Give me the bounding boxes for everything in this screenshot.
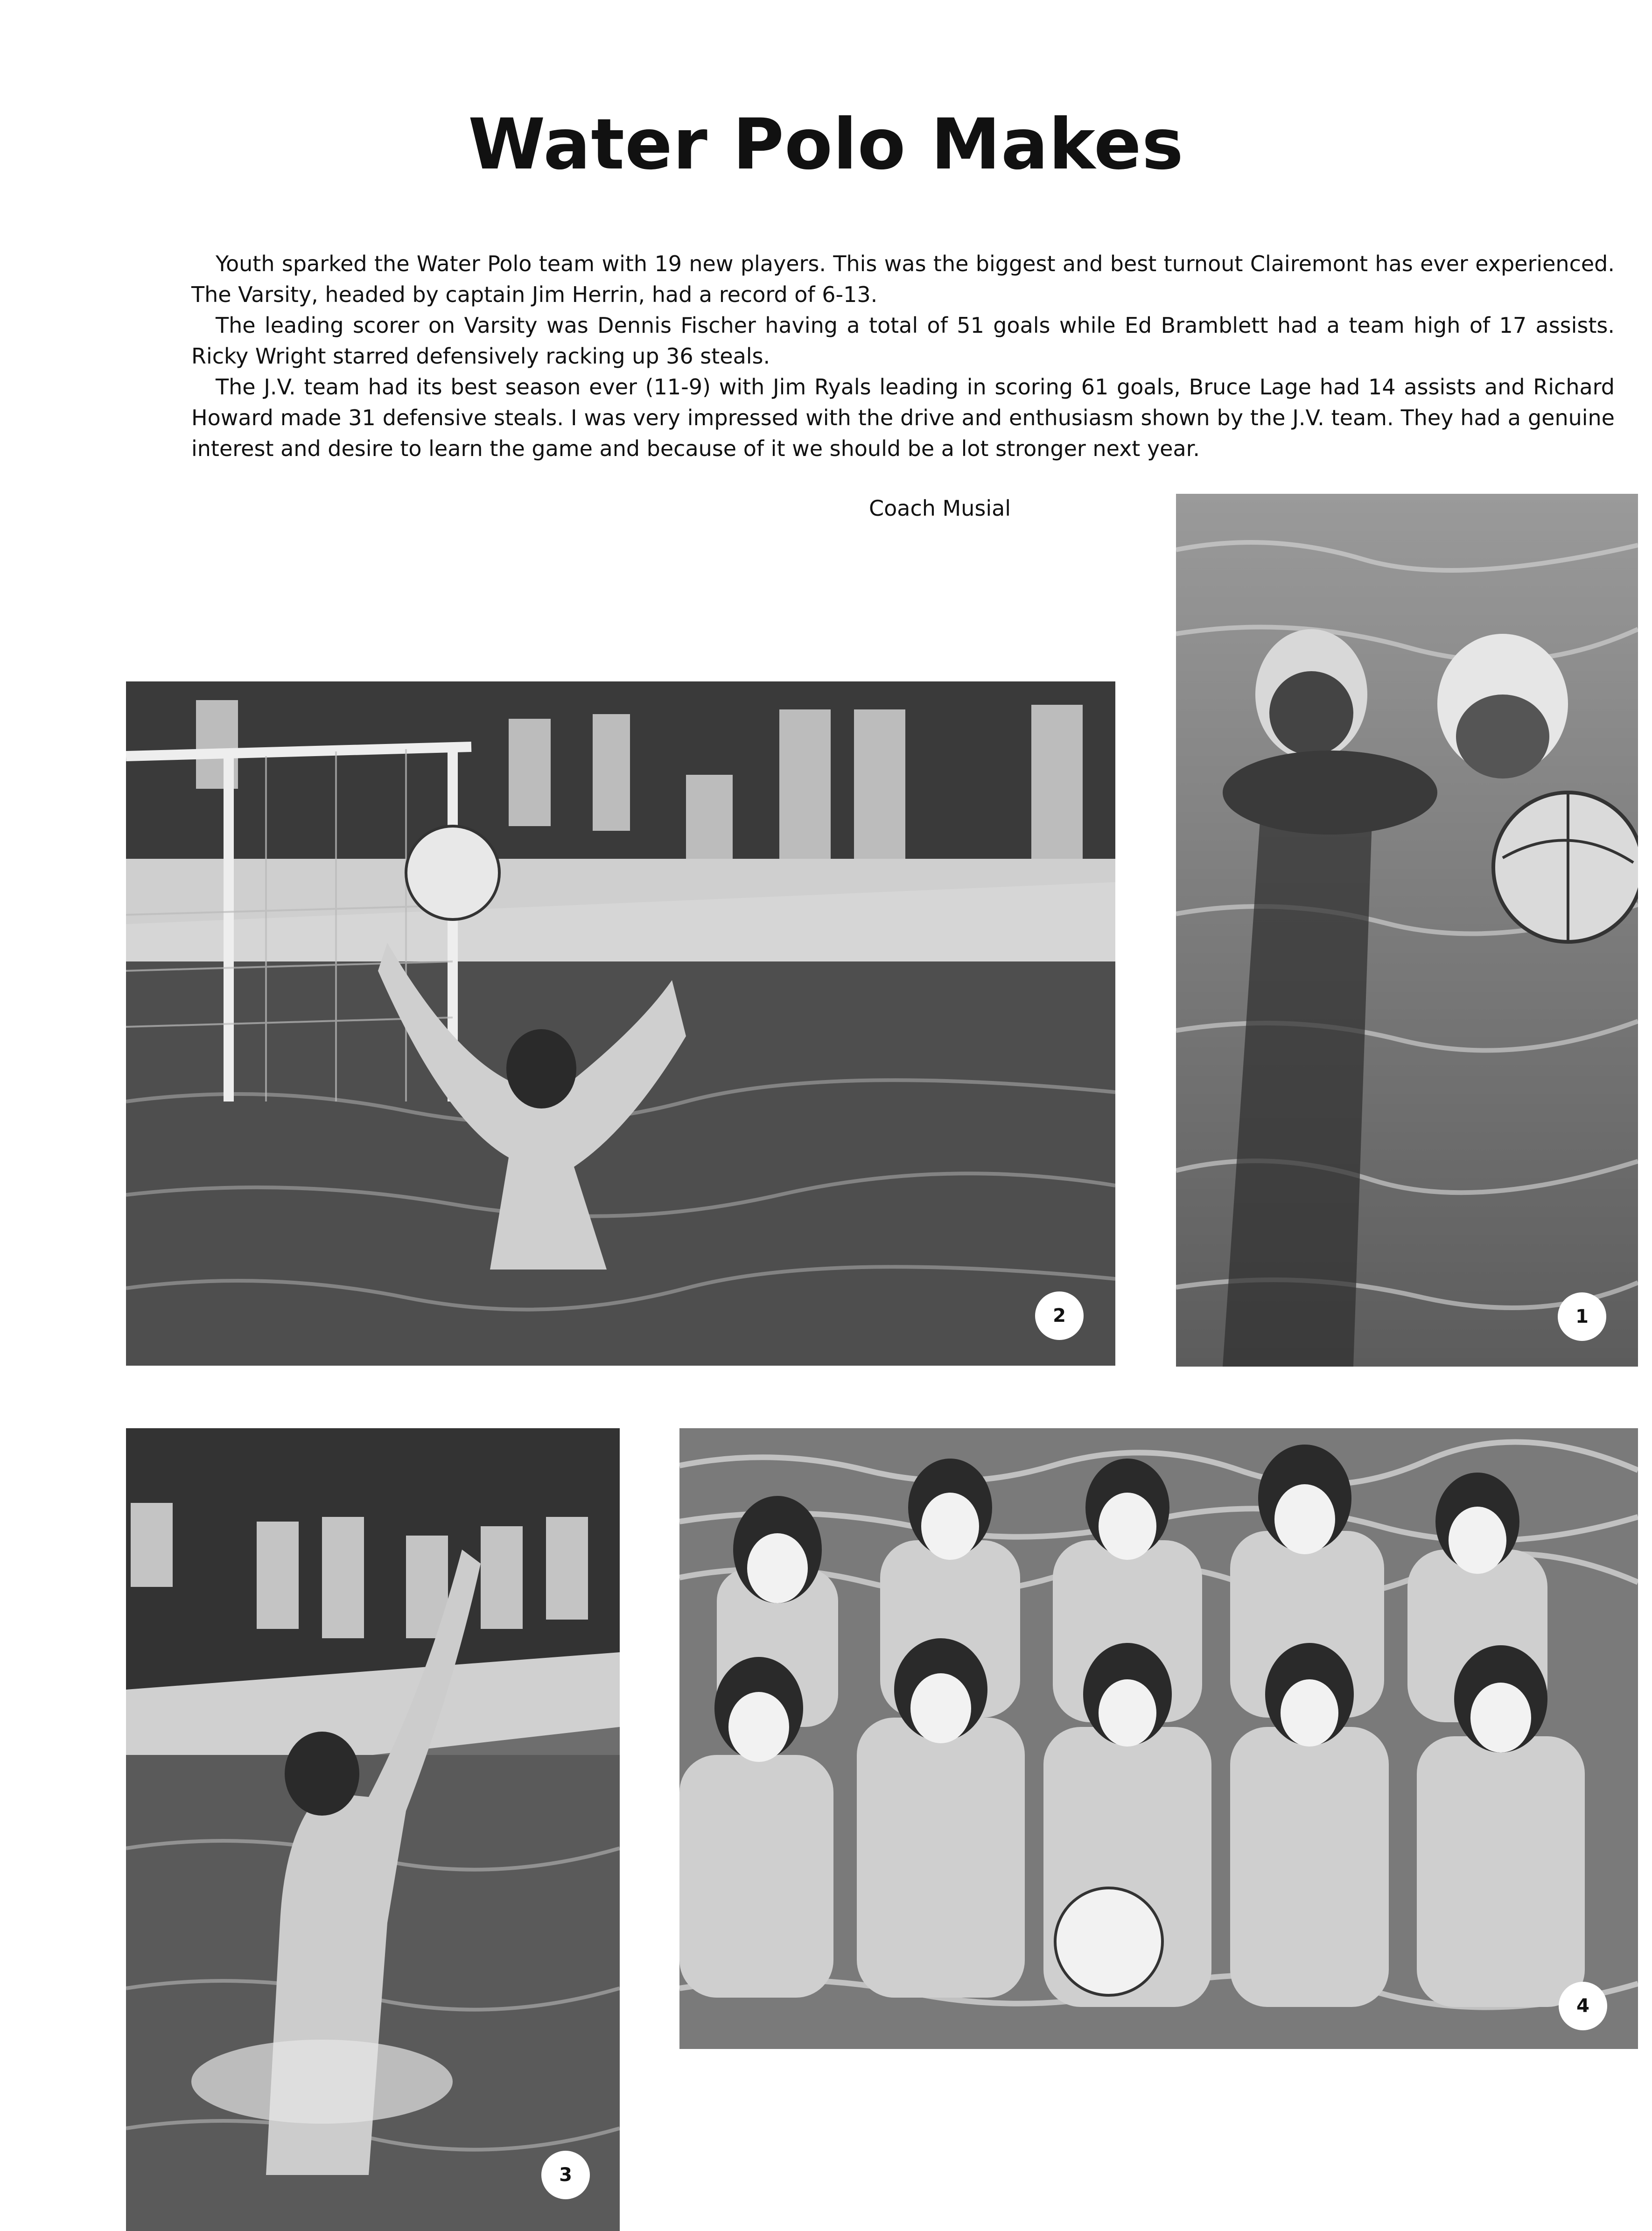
photo-4-image (679, 1428, 1638, 2049)
article-paragraph: The J.V. team had its best season ever (11-9) with Jim Ryals leading in scoring 61 goals, Bruce Lage had 14 assists and Richard Howard made 31 defensive steals. I was very impressed with the drive and enthusiasm shown by the J.V. team. They had a genuine interest and desire to learn the game and because of it we should be a lot stronger next year. (191, 374, 1615, 461)
article-paragraph: The leading scorer on Varsity was Dennis Fischer having a total of 51 goals while Ed Bramblett had a team high of 17 assists. Ricky Wright starred defensively racking up 36 steals. (191, 313, 1615, 369)
photo-1-image (1176, 494, 1638, 1367)
photo-2-goalie-blocking (126, 681, 1115, 1366)
article-body (191, 248, 1615, 464)
article-paragraph: Youth sparked the Water Polo team with 19 new players. This was the biggest and best turnout Clairemont has ever experienced. The Varsity, headed by captain Jim Herrin, had a record of 6-13. (191, 251, 1615, 307)
page-title: Water Polo Makes (468, 104, 1184, 185)
photo-number-badge: 2 (1035, 1291, 1084, 1340)
photo-3-player-throwing (126, 1428, 620, 2231)
photo-number-badge: 3 (541, 2151, 590, 2199)
photo-4-team-portrait (679, 1428, 1638, 2049)
photo-number-badge: 4 (1559, 1982, 1607, 2030)
photo-1-players-with-ball (1176, 494, 1638, 1367)
photo-number-badge: 1 (1558, 1292, 1606, 1341)
photo-3-image (126, 1428, 620, 2231)
photo-2-image (126, 681, 1115, 1366)
coach-signature: Coach Musial (869, 496, 1011, 521)
